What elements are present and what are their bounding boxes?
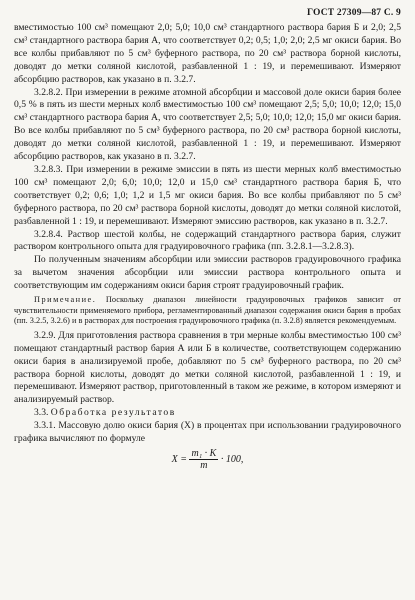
running-header: ГОСТ 27309—87 С. 9	[307, 8, 401, 18]
paragraph-3-2-9: 3.2.9. Для приготовления раствора сравнения в три мерные колбы вместимостью 100 см³ помещают стандартный раствор бария А или Б в количестве, соответствующем содержанию окиси бария в анализируемой пробе, добавляют по 5 см³ буферного раствора, по 20 см³ раствора борной кислоты, доводят до метки соляной кислотой, разбавленной 1 : 19, и перемешивают. Измеряют раствор, приготовленный в таком же режиме, в котором измеряют и анализируемый раствор.	[14, 329, 401, 406]
paragraph-3-3-1: 3.3.1. Массовую долю окиси бария (X) в процентах при использовании градуировочного графика вычисляют по формуле	[14, 420, 401, 445]
section-title: Обработка результатов	[50, 407, 176, 419]
formula-lhs: X =	[171, 453, 187, 465]
formula-rhs: · 100,	[220, 453, 244, 465]
formula-fraction	[189, 448, 218, 471]
paragraph-3-2-8-3: 3.2.8.3. При измерении в режиме эмиссии в пять из шести мерных колб вместимостью 100 см³ помещают 2,0; 6,0; 10,0; 12,0 и 15,0 см³ стандартного раствора бария Б, что соответствует 0,2; 0,6; 1,0; 1,2 и 1,5 мг окиси бария. Во все колбы прибавляют по 5 см³ буферного раствора, по 20 см³ раствора борной кислоты, доводят до метки соляной кислотой, разбавленной 1 : 19, и перемешивают. Измеряют эмиссию растворов, как указано в п. 3.2.7.	[14, 163, 401, 227]
formula	[14, 448, 401, 471]
note-text: Поскольку диапазон линейности градуировочных графиков зависит от чувствительности применяемого прибора, регламентированный диапазон содержания окиси бария в пробах (пп. 3.2.5, 3.2.6) и в растворах для построения градуировочного графика (п. 3.2.8) является рекомендуемым.	[14, 295, 401, 326]
document-body	[14, 22, 401, 471]
formula-denominator: m	[200, 459, 208, 471]
paragraph-3-2-8-4: 3.2.8.4. Раствор шестой колбы, не содержащий стандартного раствора бария, служит раствором контрольного опыта для градуировочного графика (пп. 3.2.8.1—3.2.8.3).	[14, 228, 401, 253]
paragraph-continuation: вместимостью 100 см³ помещают 2,0; 5,0; 10,0 см³ стандартного раствора бария Б и 2,0; 2,5 см³ стандартного раствора бария А, что соответствует 0,2; 0,5; 1,0; 2,0; 2,5 мг окиси бария. Во все колбы прибавляют по 5 см³ буферного раствора, по 20 см³ раствора борной кислоты, доводят до метки соляной кислотой, разбавленной 1 : 19, и перемешивают. Измеряют абсорбцию растворов, как указано в п. 3.2.7.	[14, 22, 401, 85]
paragraph-calibration-graph: По полученным значениям абсорбции или эмиссии растворов градуировочного графика за вычетом значения абсорбции или эмиссии раствора контрольного опыта и соответствующим им содержаниям окиси бария строят градуировочный график.	[14, 254, 401, 292]
paragraph-3-2-8-2: 3.2.8.2. При измерении в режиме атомной абсорбции и массовой доле окиси бария более 0,5 % в пять из шести мерных колб вместимостью 100 см³ помещают 2,5; 5,0; 10,0; 12,0; 15,0 см³ стандартного раствора бария А, что соответствует 2,5; 5,0; 10,0; 12,0; 15,0 мг окиси бария. Во все колбы прибавляют по 5 см³ буферного раствора, по 20 см³ раствора борной кислоты, доводят до метки соляной кислотой, разбавленной 1 : 19, и перемешивают. Измеряют абсорбцию растворов, как указано в п. 3.2.7.	[14, 86, 401, 163]
note-label: Примечание.	[34, 295, 97, 305]
note-block	[14, 295, 401, 327]
section-number: 3.3.	[34, 407, 49, 419]
section-3-3-heading	[14, 407, 401, 420]
formula-numerator: m₁ · K	[191, 447, 217, 459]
